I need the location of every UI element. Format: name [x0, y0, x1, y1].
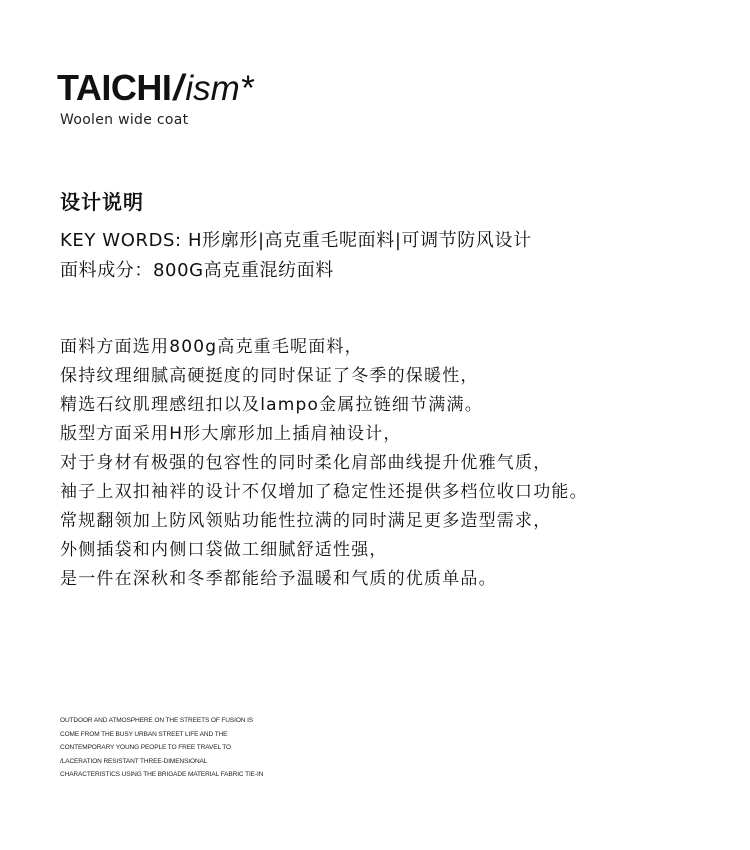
footer-line: CHARACTERISTICS USING THE BRIGADE MATERIAL FABRIC TIE-IN: [60, 771, 264, 778]
keywords-line: KEY WORDS: H形廓形|高克重毛呢面料|可调节防风设计: [60, 230, 532, 251]
brand-logo: [57, 68, 253, 109]
footer-line: /LACERATION RESISTANT THREE-DIMENSIONAL: [60, 757, 208, 765]
brand-name: TAICHI: [57, 67, 172, 108]
description-line: 外侧插袋和内侧口袋做工细腻舒适性强，: [60, 540, 388, 560]
description-line: 面料方面选用800g高克重毛呢面料，: [60, 337, 363, 357]
section-title: 设计说明: [60, 190, 144, 214]
footer-line: COME FROM THE BUSY URBAN STREET LIFE AND THE: [60, 730, 228, 738]
brand-suffix: ism*: [185, 69, 254, 108]
description-line: 是一件在深秋和冬季都能给予温暖和气质的优质单品。: [60, 569, 497, 589]
description-line: 精选石纹肌理感纽扣以及lampo金属拉链细节满满。: [60, 395, 483, 415]
description-line: 袖子上双扣袖袢的设计不仅增加了稳定性还提供多档位收口功能。: [60, 482, 588, 502]
fabric-line: 面料成分：800G高克重混纺面料: [60, 260, 334, 281]
description-line: 对于身材有极强的包容性的同时柔化肩部曲线提升优雅气质，: [60, 453, 552, 473]
description-line: 版型方面采用H形大廓形加上插肩袖设计，: [60, 424, 402, 444]
footer-line: OUTDOOR AND ATMOSPHERE ON THE STREETS OF FUSION IS: [60, 717, 254, 724]
footer-line: CONTEMPORARY YOUNG PEOPLE TO FREE TRAVEL TO: [60, 744, 232, 751]
description-line: 保持纹理细腻高硬挺度的同时保证了冬季的保暖性，: [60, 366, 479, 386]
description-line: 常规翻领加上防风领贴功能性拉满的同时满足更多造型需求，: [60, 511, 552, 531]
brand-slash: /: [173, 67, 184, 108]
footer-text-block: [60, 714, 263, 782]
product-subtitle: Woolen wide coat: [60, 112, 189, 128]
description-list: [60, 333, 588, 594]
